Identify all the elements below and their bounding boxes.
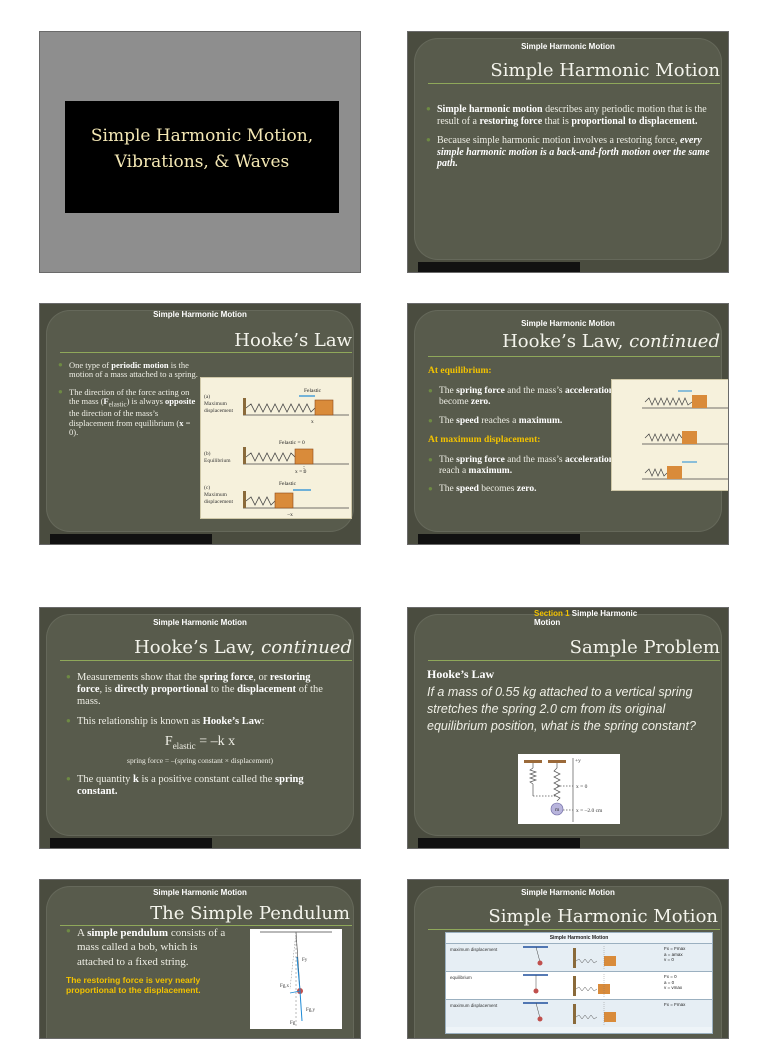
equilibrium-heading: At equilibrium: (428, 366, 492, 376)
slide-header: Simple Harmonic Motion (153, 310, 247, 319)
row-value: v = 0 (664, 957, 674, 963)
slide-header: Simple Harmonic Motion (153, 618, 247, 627)
slide-4 (407, 303, 729, 545)
bullet-2: The restoring force is very nearly proportional to the displacement. (66, 974, 201, 996)
slide-title: Hooke’s Law (234, 330, 352, 351)
fig-fg: Fg (290, 1021, 296, 1026)
spring-diagram (611, 379, 729, 491)
fig-y: +y (575, 758, 581, 764)
bullet-2: ● The direction of the force acting on the mass $(F_{elastic})$ is always opposite the direction of the mass’s displacement from equilibrium (x = 0). (58, 388, 198, 438)
row-label: maximum displacement (450, 1003, 498, 1008)
slide-header: Simple Harmonic Motion (521, 319, 615, 328)
slide-header: Simple Harmonic Motion (521, 42, 615, 51)
vertical-spring-figure (518, 754, 620, 824)
x0-b: x = 0 (295, 469, 307, 475)
slide-1-title (39, 31, 361, 273)
slide-5 (39, 607, 361, 849)
bullet-1: ● Measurements show that the spring force, or restoring force, is directly proportional to the displacement of the mass. (66, 672, 334, 708)
row-values (664, 946, 708, 963)
svg-text:displacement: displacement (204, 408, 234, 414)
f-zero: Felastic = 0 (279, 440, 305, 446)
table-row (446, 999, 712, 1027)
slide-header: Simple Harmonic Motion (521, 888, 615, 897)
slide-2 (407, 31, 729, 273)
slide-header: Section 1 Simple Harmonic Motion (534, 609, 638, 627)
title-line-2: Vibrations, & Waves (114, 152, 290, 173)
mx-c: −x (287, 512, 293, 518)
row-value: Fx = 0 (664, 974, 677, 979)
problem-question: If a mass of 0.55 kg attached to a vertical spring stretches the spring 2.0 cm from its original equilibrium position, what is the spring constant? (427, 684, 696, 733)
row-value: a = 0 (664, 979, 675, 985)
slide-title: Hooke’s Law, continued (134, 637, 352, 658)
title-box (65, 101, 339, 213)
row-label: equilibrium (450, 975, 472, 980)
slide-title: The Simple Pendulum (150, 903, 350, 924)
title-line-1: Simple Harmonic Motion, (90, 126, 314, 146)
row-values (664, 974, 708, 991)
svg-text:Equilibrium: Equilibrium (204, 458, 231, 464)
row-illustration (518, 972, 658, 998)
row-value: v = vmax (664, 985, 683, 991)
content (428, 366, 618, 503)
x-a: x (311, 419, 314, 425)
svg-text:displacement: displacement (204, 499, 234, 505)
problem-subtitle: Hooke’s Law (427, 667, 495, 681)
bullet-3: ● The spring force and the mass’s acceleration reach a maximum. (428, 455, 618, 477)
slide-title: Simple Harmonic Motion (490, 60, 720, 81)
table-heading: Simple Harmonic Motion (549, 935, 609, 941)
row-illustration (518, 1000, 658, 1026)
bullet-1: ● Simple harmonic motion describes any periodic motion that is the result of a restoring force that is proportional to displacement. (426, 104, 716, 127)
bullet-4: ● The speed becomes zero. (428, 484, 618, 495)
fig-fgy: Fg,y (306, 1008, 316, 1013)
problem (427, 668, 717, 734)
max-displacement-heading: At maximum displacement: (428, 434, 541, 445)
fig-fy: Fy (302, 958, 308, 963)
table-row (446, 971, 712, 999)
bullet-2: ● Because simple harmonic motion involves a restoring force, every simple harmonic motion is a back-and-forth motion over the same path. (426, 135, 716, 170)
bullet-3: ● The quantity k is a positive constant called the spring constant. (66, 774, 334, 798)
slide-3 (39, 303, 361, 545)
slide-title: Sample Problem (569, 637, 720, 658)
row-label: maximum displacement (450, 947, 498, 952)
label-c: (c) (204, 485, 211, 491)
label-a: (a) (204, 394, 211, 400)
slide-8 (407, 879, 729, 1039)
svg-text:Maximum: Maximum (204, 492, 227, 498)
row-value: a = amax (664, 951, 683, 957)
svg-text:Maximum: Maximum (204, 401, 227, 407)
equation-words: spring force = –(spring constant × displacement) (127, 756, 273, 766)
fig-fgx: Fg,x (280, 984, 290, 989)
bullet-list (58, 361, 198, 445)
slide-6 (407, 607, 729, 849)
hookes-equation: $F_{elastic} = -k$ x (164, 734, 236, 752)
table-row (446, 943, 712, 971)
row-value: Fx = Fmax (664, 1002, 686, 1007)
slide-title: Hooke’s Law, continued (502, 331, 720, 352)
fig-m: m (555, 807, 560, 813)
fig-x0: x = 0 (576, 784, 588, 790)
row-value: Fx = Fmax (664, 946, 686, 951)
bullet-2: ● The speed reaches a maximum. (428, 416, 618, 427)
row-illustration (518, 944, 658, 970)
fig-x2: x = –2.0 cm (576, 808, 603, 814)
bullet-1: ● The spring force and the mass’s acceleration become zero. (428, 386, 618, 408)
bullet-2: ● This relationship is known as Hooke’s Law: (66, 716, 334, 728)
f-elastic-c: Felastic (279, 481, 297, 487)
slide-title: Simple Harmonic Motion (488, 906, 718, 927)
bullet-1: ● A simple pendulum consists of a mass called a bob, which is attached to a fixed string. (66, 926, 236, 969)
bullet-1: ● One type of periodic motion is the motion of a mass attached to a spring. (58, 361, 198, 380)
slide-header: Simple Harmonic Motion (153, 888, 247, 897)
f-elastic-a: Felastic (304, 388, 322, 394)
spring-diagram (200, 377, 352, 519)
content (66, 672, 334, 806)
bullet-list (426, 104, 716, 178)
content (66, 926, 236, 995)
slide-7 (39, 879, 361, 1039)
pendulum-figure (250, 929, 342, 1029)
shm-table (445, 932, 713, 1034)
row-values (664, 1002, 708, 1008)
label-b: (b) (204, 451, 211, 457)
